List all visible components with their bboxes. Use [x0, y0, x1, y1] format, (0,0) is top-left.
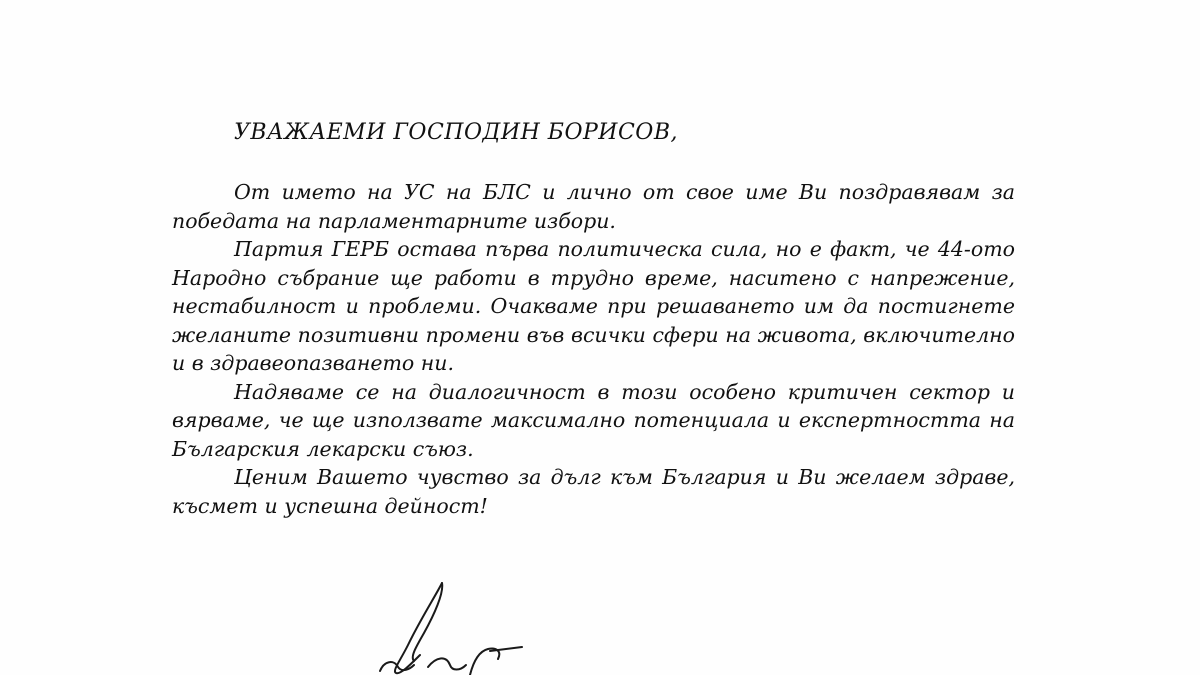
paragraph-wishes: Ценим Вашето чувство за дълг към България и Ви желаем здраве, късмет и успешна дейност!: [172, 465, 1015, 518]
paragraph-dialogue: Надяваме се на диалогичност в този особено критичен сектор и вярваме, че ще използвате максимално потенциала и експертността на Българския лекарски съюз.: [172, 379, 1015, 461]
paragraph-congratulations: От името на УС на БЛС и лично от свое име Ви поздравявам за победата на парламентарните избори.: [172, 180, 1015, 233]
letter-body: [172, 178, 1015, 520]
handwritten-signature-icon: [370, 575, 540, 675]
paragraph-expectations: Партия ГЕРБ остава първа политическа сила, но е факт, че 44-ото Народно събрание ще работи в трудно време, наситено с напрежение, нестабилност и проблеми. Очакваме при решаването им да постигнете желаните позитивни промени във всички сфери на живота, включително и в здравеопазването ни.: [172, 237, 1015, 375]
letter-salutation: УВАЖАЕМИ ГОСПОДИН БОРИСОВ,: [234, 120, 678, 145]
